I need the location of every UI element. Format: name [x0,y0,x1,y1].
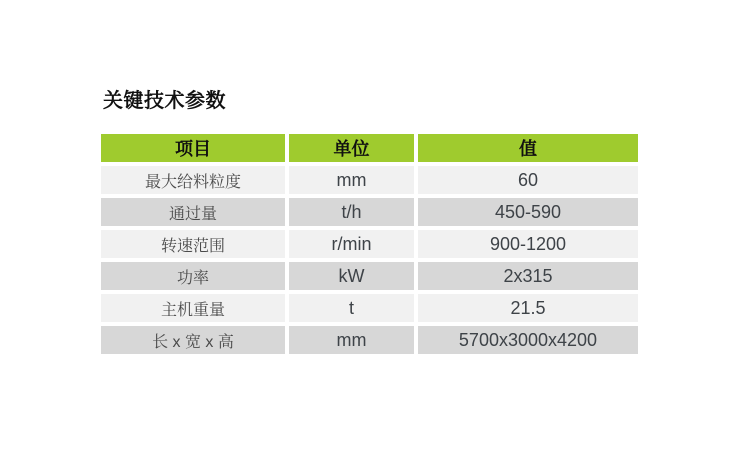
table-row [101,326,638,354]
param-name-cell: 转速范围 [101,230,285,258]
param-name-cell: 长 x 宽 x 高 [101,326,285,354]
table-row [101,294,638,322]
table-row [101,198,638,226]
table-header-row [101,134,638,162]
param-unit-cell: mm [289,326,414,354]
param-unit-cell: t [289,294,414,322]
param-unit-cell: mm [289,166,414,194]
parameters-table [97,130,642,358]
table-row [101,262,638,290]
col-header-value: 值 [418,134,638,162]
col-header-unit: 单位 [289,134,414,162]
param-value-cell: 450-590 [418,198,638,226]
param-name-cell: 通过量 [101,198,285,226]
param-value-cell: 900-1200 [418,230,638,258]
param-unit-cell: r/min [289,230,414,258]
page-title: 关键技术参数 [103,90,226,112]
table-row [101,230,638,258]
param-name-cell: 最大给料粒度 [101,166,285,194]
param-unit-cell: kW [289,262,414,290]
param-value-cell: 21.5 [418,294,638,322]
param-value-cell: 2x315 [418,262,638,290]
param-name-cell: 主机重量 [101,294,285,322]
param-unit-cell: t/h [289,198,414,226]
table-row [101,166,638,194]
param-name-cell: 功率 [101,262,285,290]
param-value-cell: 60 [418,166,638,194]
param-value-cell: 5700x3000x4200 [418,326,638,354]
col-header-item: 项目 [101,134,285,162]
